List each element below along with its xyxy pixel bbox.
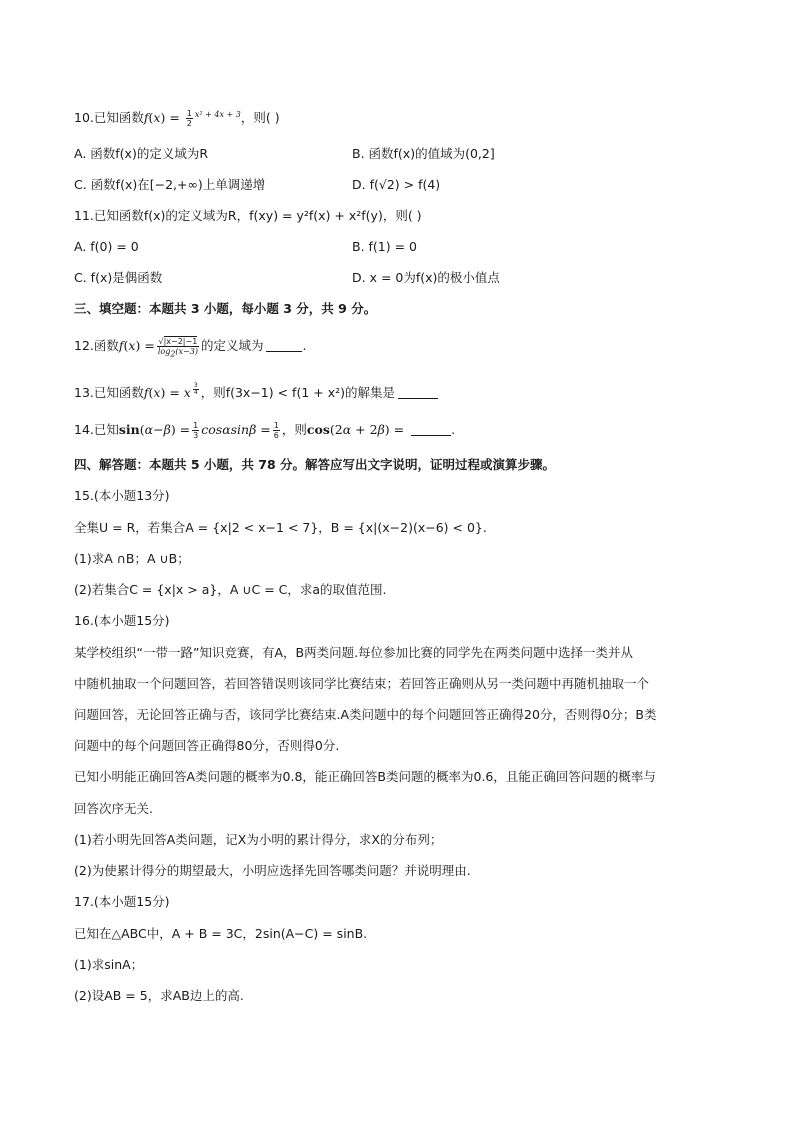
q11-stem: 11.已知函数f(x)的定义域为R，f(xy) = y²f(x) + x²f(y)，则( ): [74, 208, 422, 223]
q16-para-line-5: 已知小明能正确回答A类问题的概率为0.8，能正确回答B类问题的概率为0.6，且能正确回答问题的概率与: [74, 769, 656, 784]
q17-line-1: 已知在△ABC中，A + B = 3C，2sin(A−C) = sinB.: [74, 926, 368, 941]
q16-heading: 16.(本小题15分): [74, 613, 170, 628]
q11-option-c: C. f(x)是偶函数: [74, 270, 163, 285]
q16-part-2: (2)为使累计得分的期望最大，小明应选择先回答哪类问题？并说明理由.: [74, 863, 471, 878]
q12-answer-blank[interactable]: [266, 351, 302, 352]
q14-stem: 14.已知sin(α−β) = $\frac{1}{3}$ cosαsinβ = $\frac{1}{6}$ ，则cos(2α + 2β) = .: [74, 421, 456, 440]
q16-para-line-6: 回答次序无关.: [74, 801, 153, 816]
q17-part-1: (1)求sinA；: [74, 957, 144, 972]
q10-option-d: D. f(√2) > f(4): [352, 177, 441, 192]
q10-option-c: C. 函数f(x)在[−2,+∞)上单调递增: [74, 177, 266, 192]
q16-part-1: (1)若小明先回答A类问题，记X为小明的累计得分，求X的分布列；: [74, 832, 443, 847]
q17-part-2: (2)设AB = 5，求AB边上的高.: [74, 988, 244, 1003]
q15-part-1: (1)求A ∩B；A ∪B；: [74, 551, 190, 566]
q12-stem: 12.函数f(x) = $\frac{√|x-2|-1}{\log_2(x-3)}$ 的定义域为 .: [74, 337, 307, 359]
q11-option-a: A. f(0) = 0: [74, 239, 139, 254]
q16-para-line-4: 问题中的每个问题回答正确得80分，否则得0分.: [74, 738, 340, 753]
section-4-heading: 四、解答题：本题共 5 小题，共 78 分。解答应写出文字说明，证明过程或演算步骤。: [74, 457, 556, 472]
q10-option-b: B. 函数f(x)的值域为(0,2]: [352, 146, 495, 161]
section-3-heading: 三、填空题：本题共 3 小题，每小题 3 分，共 9 分。: [74, 301, 377, 316]
q15-heading: 15.(本小题13分): [74, 488, 170, 503]
q17-heading: 17.(本小题15分): [74, 894, 170, 909]
q13-stem: 13.已知函数f(x) = x $^{\frac{3}{4}}$ ，则f(3x−1) < f(1 + x²)的解集是: [74, 383, 438, 402]
q15-line-1: 全集U = R，若集合A = {x|2 < x−1 < 7}，B = {x|(x−2)(x−6) < 0}.: [74, 520, 487, 535]
q16-para-line-1: 某学校组织“一带一路”知识竞赛，有A，B两类问题.每位参加比赛的同学先在两类问题中选择一类并从: [74, 645, 634, 660]
q10-stem: 10.已知函数f(x) = $\frac{1}{2}$ $^{x^2 + 4x + 3}$，则( ): [74, 109, 280, 128]
q11-option-b: B. f(1) = 0: [352, 239, 418, 254]
q11-option-d: D. x = 0为f(x)的极小值点: [352, 270, 500, 285]
q16-para-line-2: 中随机抽取一个问题回答，若回答错误则该同学比赛结束；若回答正确则从另一类问题中再随机抽取一个: [74, 676, 650, 691]
q15-part-2: (2)若集合C = {x|x > a}，A ∪C = C，求a的取值范围.: [74, 582, 387, 597]
q14-answer-blank[interactable]: [411, 435, 451, 436]
q10-option-a: A. 函数f(x)的定义域为R: [74, 146, 209, 161]
q13-answer-blank[interactable]: [398, 398, 438, 399]
q16-para-line-3: 问题回答，无论回答正确与否，该同学比赛结束.A类问题中的每个问题回答正确得20分，否则得0分；B类: [74, 707, 657, 722]
